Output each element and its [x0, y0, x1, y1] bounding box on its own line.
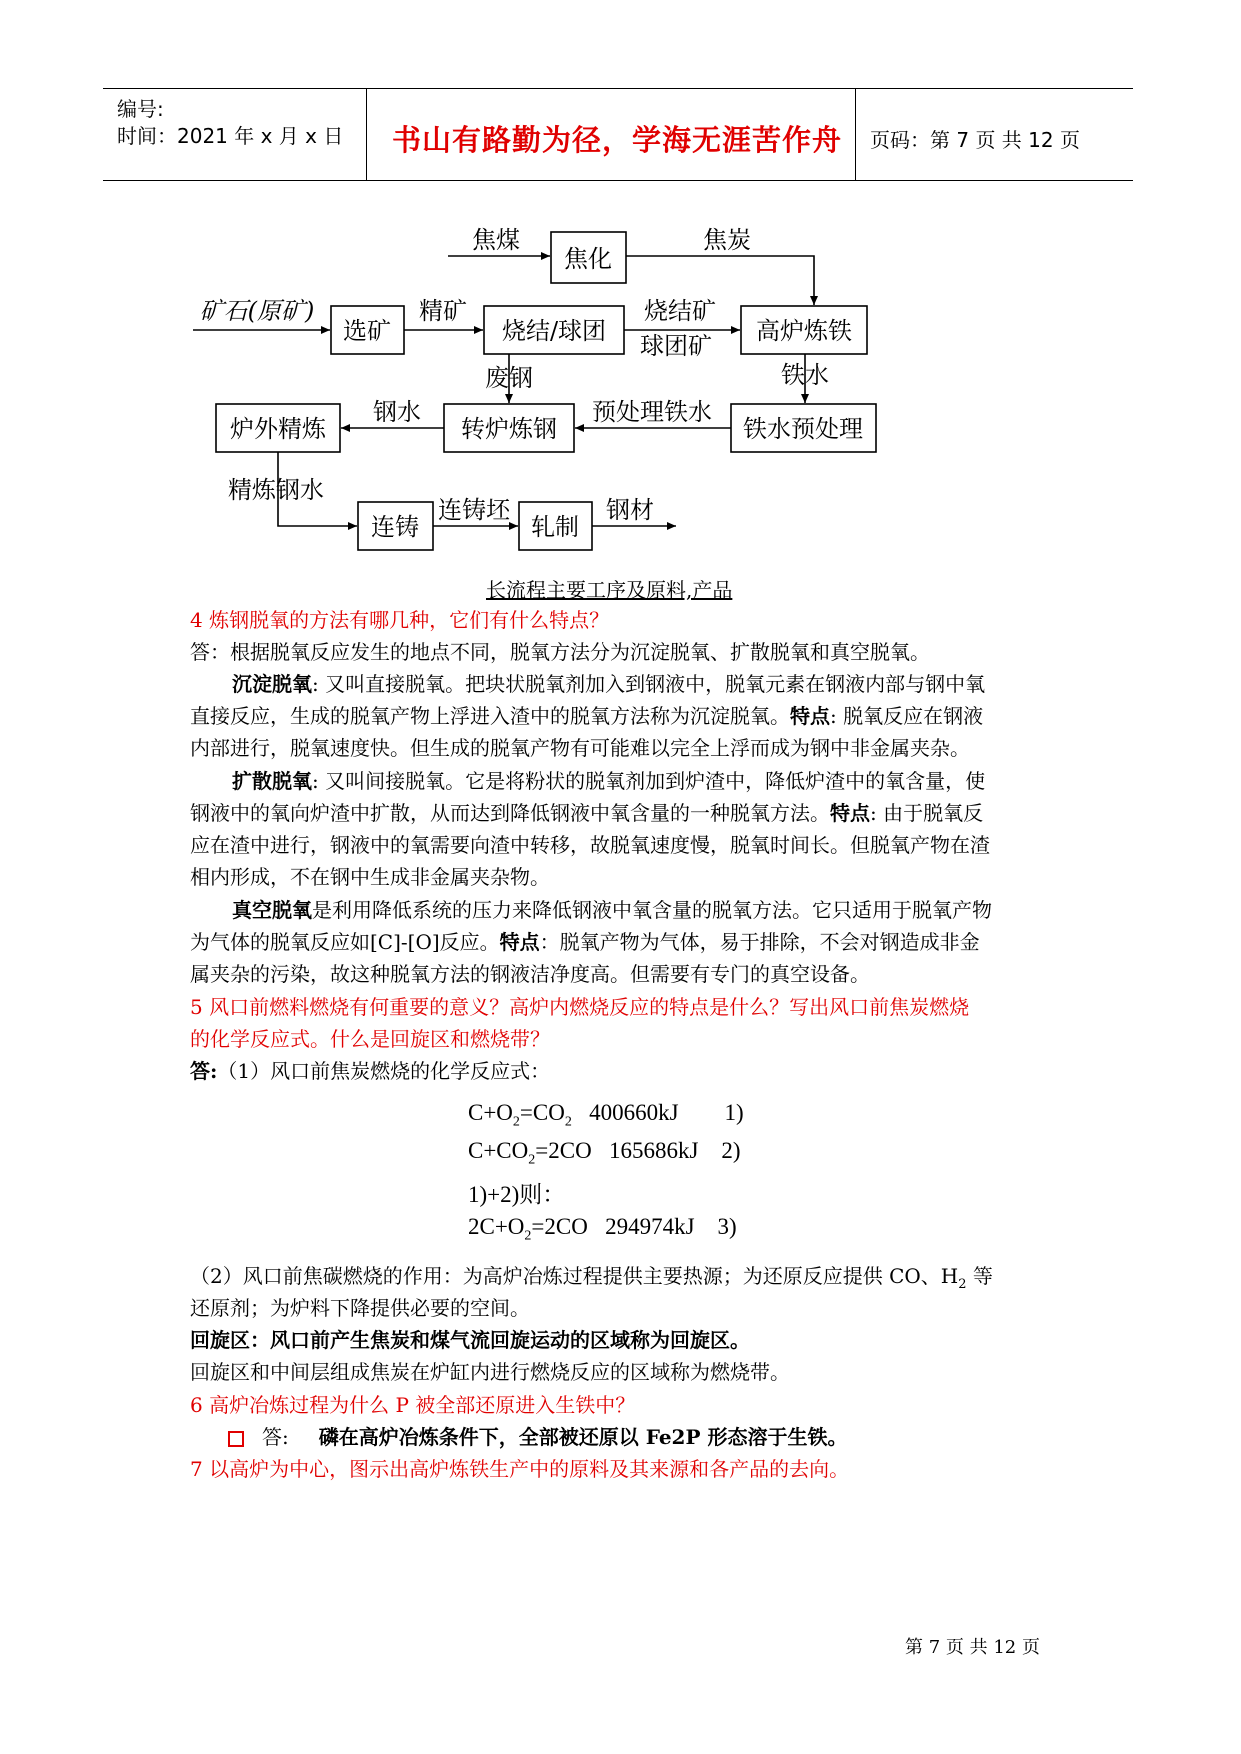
para-diffusion-3: 应在渣中进行，钢液中的氧需要向渣中转移，故脱氧速度慢，脱氧时间长。但脱氧产物在渣	[190, 833, 990, 857]
para-vacuum-1: 真空脱氧是利用降低系统的压力来降低钢液中氧含量的脱氧方法。它只适用于脱氧产物	[232, 898, 992, 922]
para-vacuum-3: 属夹杂的污染，故这种脱氧方法的钢液洁净度高。但需要有专门的真空设备。	[190, 962, 870, 986]
answer-5-2-line-1: （2）风口前焦碳燃烧的作用：为高炉冶炼过程提供主要热源；为还原反应提供 CO、$H_2$ 等	[190, 1264, 993, 1292]
label-molten-steel: 钢水	[373, 398, 421, 426]
label-ore: 矿石(原矿)	[199, 297, 315, 325]
raceway-definition: 回旋区：风口前产生焦炭和煤气流回旋运动的区域称为回旋区。	[190, 1328, 750, 1352]
label-pretreated: 预处理铁水	[592, 398, 712, 426]
header-motto: 书山有路勤为径，学海无涯苦作舟	[392, 123, 843, 157]
label-pellet: 球团矿	[640, 332, 712, 360]
header-time: 时间：2021 年 x 月 x 日	[117, 124, 344, 148]
para-diffusion-4: 相内形成，不在钢中生成非金属夹杂物。	[190, 865, 550, 889]
box-sinter-label: 烧结/球团	[501, 317, 607, 345]
header-page-number: 页码：第 7 页 共 12 页	[870, 128, 1080, 152]
combustion-zone-definition: 回旋区和中间层组成焦炭在炉缸内进行燃烧反应的区域称为燃烧带。	[190, 1360, 790, 1384]
answer-6: 答: 磷在高炉冶炼条件下，全部被还原以 Fe2P 形态溶于生铁。	[228, 1421, 847, 1453]
question-5-line-2: 的化学反应式。什么是回旋区和燃烧带？	[190, 1027, 550, 1051]
answer-5-2-line-2: 还原剂；为炉料下降提供必要的空间。	[190, 1296, 530, 1320]
answer-4-intro: 答：根据脱氧反应发生的地点不同，脱氧方法分为沉淀脱氧、扩散脱氧和真空脱氧。	[190, 640, 930, 664]
equation-2: $C+CO_2=2CO$ 165686kJ 2)	[468, 1138, 741, 1168]
question-7: 7 以高炉为中心，图示出高炉炼铁生产中的原料及其来源和各产品的去向。	[190, 1457, 850, 1481]
header-number: 编号:	[117, 97, 164, 121]
box-beneficiation-label: 选矿	[343, 317, 391, 345]
equation-4: $2C+O_2=2CO$ 294974kJ 3)	[468, 1214, 737, 1244]
label-concentrate: 精矿	[419, 297, 467, 325]
label-steel-product: 钢材	[606, 496, 654, 524]
label-coal: 焦煤	[472, 226, 520, 254]
para-diffusion-1: 扩散脱氧: 又叫间接脱氧。它是将粉状的脱氧剂加到炉渣中，降低炉渣中的氧含量，使	[232, 769, 986, 793]
box-blast-furnace-label: 高炉炼铁	[756, 317, 852, 345]
label-refined-steel: 精炼钢水	[228, 476, 324, 504]
box-casting-label: 连铸	[371, 513, 419, 541]
term-precipitation: 沉淀脱氧	[232, 672, 312, 696]
label-sinter-ore: 烧结矿	[644, 297, 716, 325]
box-pretreat-label: 铁水预处理	[743, 415, 863, 443]
question-6: 6 高炉冶炼过程为什么 P 被全部还原进入生铁中？	[190, 1393, 636, 1417]
question-5-line-1: 5 风口前燃料燃烧有何重要的意义？高炉内燃烧反应的特点是什么？写出风口前焦炭燃烧	[190, 995, 970, 1019]
box-refining-label: 炉外精炼	[230, 415, 326, 443]
term-diffusion: 扩散脱氧	[232, 769, 312, 793]
term-vacuum: 真空脱氧	[232, 898, 312, 922]
para-precipitation-3: 内部进行，脱氧速度快。但生成的脱氧产物有可能难以完全上浮而成为钢中非金属夹杂。	[190, 736, 970, 760]
answer-5-1: 答:（1）风口前焦炭燃烧的化学反应式：	[190, 1059, 551, 1083]
box-converter-label: 转炉炼钢	[461, 415, 557, 443]
label-billet: 连铸坯	[438, 496, 510, 524]
question-4: 4 炼钢脱氧的方法有哪几种，它们有什么特点？	[190, 608, 610, 632]
label-scrap: 废钢	[485, 364, 533, 392]
para-precipitation-2: 直接反应，生成的脱氧产物上浮进入渣中的脱氧方法称为沉淀脱氧。特点: 脱氧反应在钢液	[190, 704, 984, 728]
equation-3: 1)+2)则：	[468, 1182, 566, 1207]
diagram-caption: 长流程主要工序及原料,产品	[486, 578, 733, 602]
para-vacuum-2: 为气体的脱氧反应如[C]-[O]反应。特点：脱氧产物为气体，易于排除，不会对钢造成非金	[190, 930, 980, 954]
process-flow-diagram	[0, 0, 1241, 590]
label-coke: 焦炭	[703, 226, 751, 254]
para-precipitation-1: 沉淀脱氧: 又叫直接脱氧。把块状脱氧剂加入到钢液中，脱氧元素在钢液内部与钢中氧	[232, 672, 986, 696]
box-coking-label: 焦化	[564, 245, 612, 273]
square-bullet-icon	[228, 1431, 244, 1447]
box-rolling-label: 轧制	[531, 513, 579, 541]
equation-1: $C+O_2=CO_2$ 400660kJ 1)	[468, 1100, 744, 1130]
footer-page-number: 第 7 页 共 12 页	[905, 1637, 1040, 1658]
para-diffusion-2: 钢液中的氧向炉渣中扩散，从而达到降低钢液中氧含量的一种脱氧方法。特点: 由于脱氧反	[190, 801, 984, 825]
label-hot-metal: 铁水	[781, 361, 829, 389]
